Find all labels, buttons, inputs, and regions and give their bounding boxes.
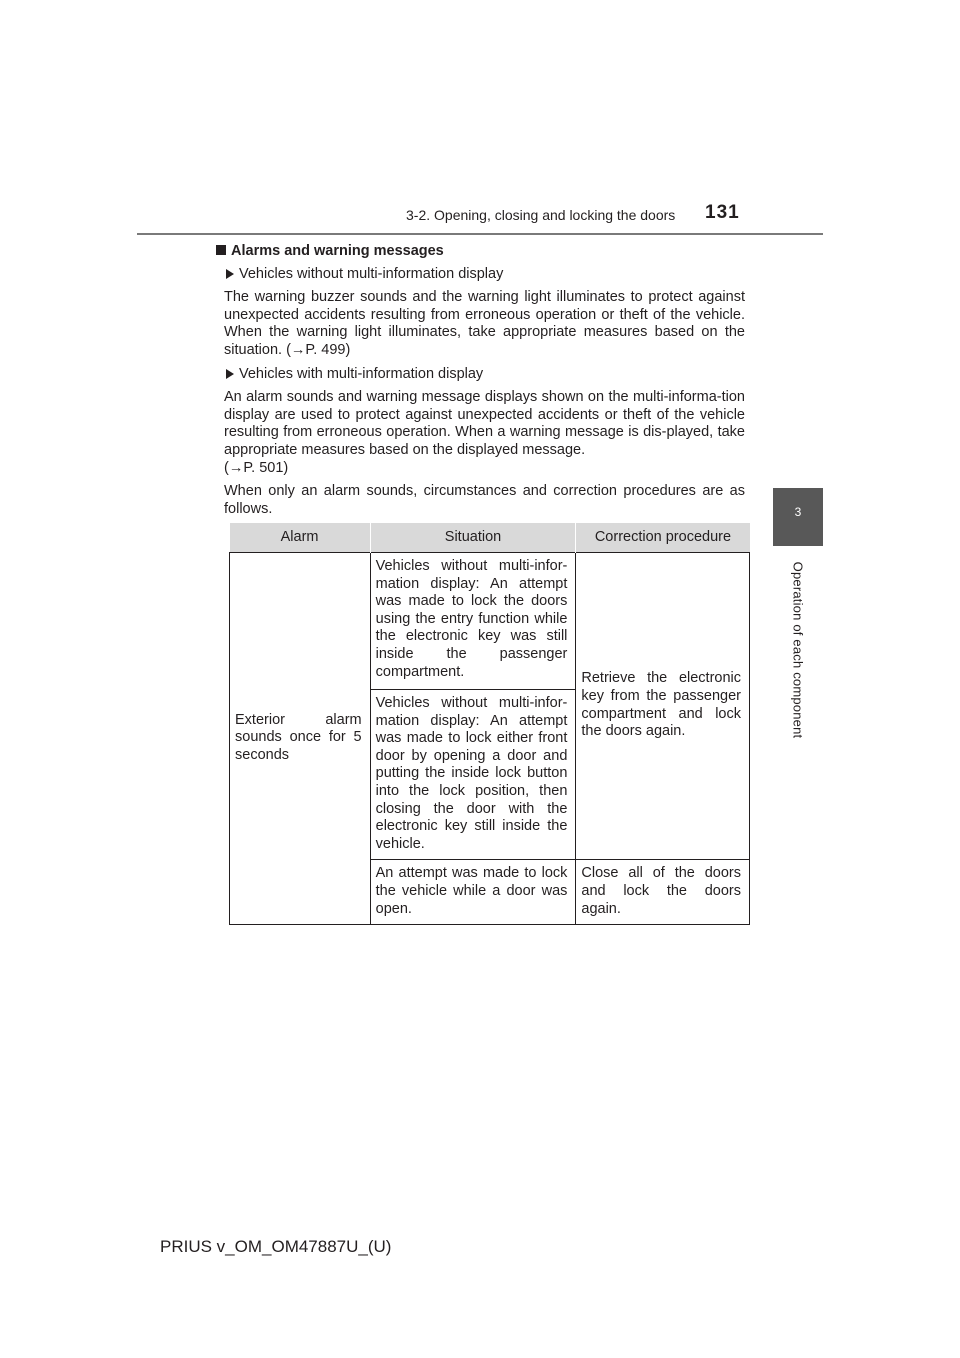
footer-model-code: PRIUS v_OM_OM47887U_(U) [160,1237,392,1256]
bullet-text: Vehicles with multi-information display [239,365,484,382]
section-heading [216,243,737,261]
section-heading-text: Alarms and warning messages [231,243,444,259]
paragraph: An alarm sounds and warning message displays shown on the multi-informa-tion display are used to protect against unexpected accidents or theft of the vehicle resulting from erroneous operation. When a warning message is dis-played, take appropriate measures based on the displayed message. [224,389,745,458]
table-row [230,553,750,690]
alarm-table [229,523,750,925]
table-header-row [230,523,750,553]
column-header-situation: Situation [370,523,576,553]
triangle-bullet-icon [226,269,234,279]
header-divider [137,233,823,235]
triangle-bullet-icon [226,369,234,379]
situation-cell: Vehicles without multi-infor-mation display: An attempt was made to lock the doors using the entry function while the electronic key was still inside the passenger compartment. [370,553,576,690]
paragraph: The warning buzzer sounds and the warning light illuminates to protect against unexpected accidents resulting from erroneous operation or theft of the vehicle. When the warning light illuminates, take appropriate measures based on the situation. (→P. 499) [224,289,745,358]
page-number: 131 [705,202,740,223]
bullet-item [226,266,745,284]
chapter-title: Operation of each component [790,561,806,739]
situation-cell: An attempt was made to lock the vehicle while a door was open. [370,860,576,925]
chapter-number: 3 [794,505,802,519]
content-body [224,243,745,524]
column-header-alarm: Alarm [230,523,371,553]
section-title: 3-2. Opening, closing and locking the doors [406,207,676,223]
page-reference: (→P. 501) [224,459,289,476]
alarm-cell: Exterior alarm sounds once for 5 seconds [230,553,371,925]
column-header-correction: Correction procedure [576,523,750,553]
bullet-text: Vehicles without multi-information display [239,265,504,282]
paragraph: When only an alarm sounds, circumstances and correction procedures are as follows. [224,483,745,517]
situation-cell: Vehicles without multi-infor-mation display: An attempt was made to lock either front door by opening a door and putting the inside lock button into the lock position, then closing the door with the electronic key still inside the vehicle. [370,690,576,860]
correction-cell: Retrieve the electronic key from the passenger compartment and lock the doors again. [576,553,750,860]
square-bullet-icon [216,245,226,255]
bullet-item [226,366,745,384]
correction-cell: Close all of the doors and lock the doors again. [576,860,750,925]
